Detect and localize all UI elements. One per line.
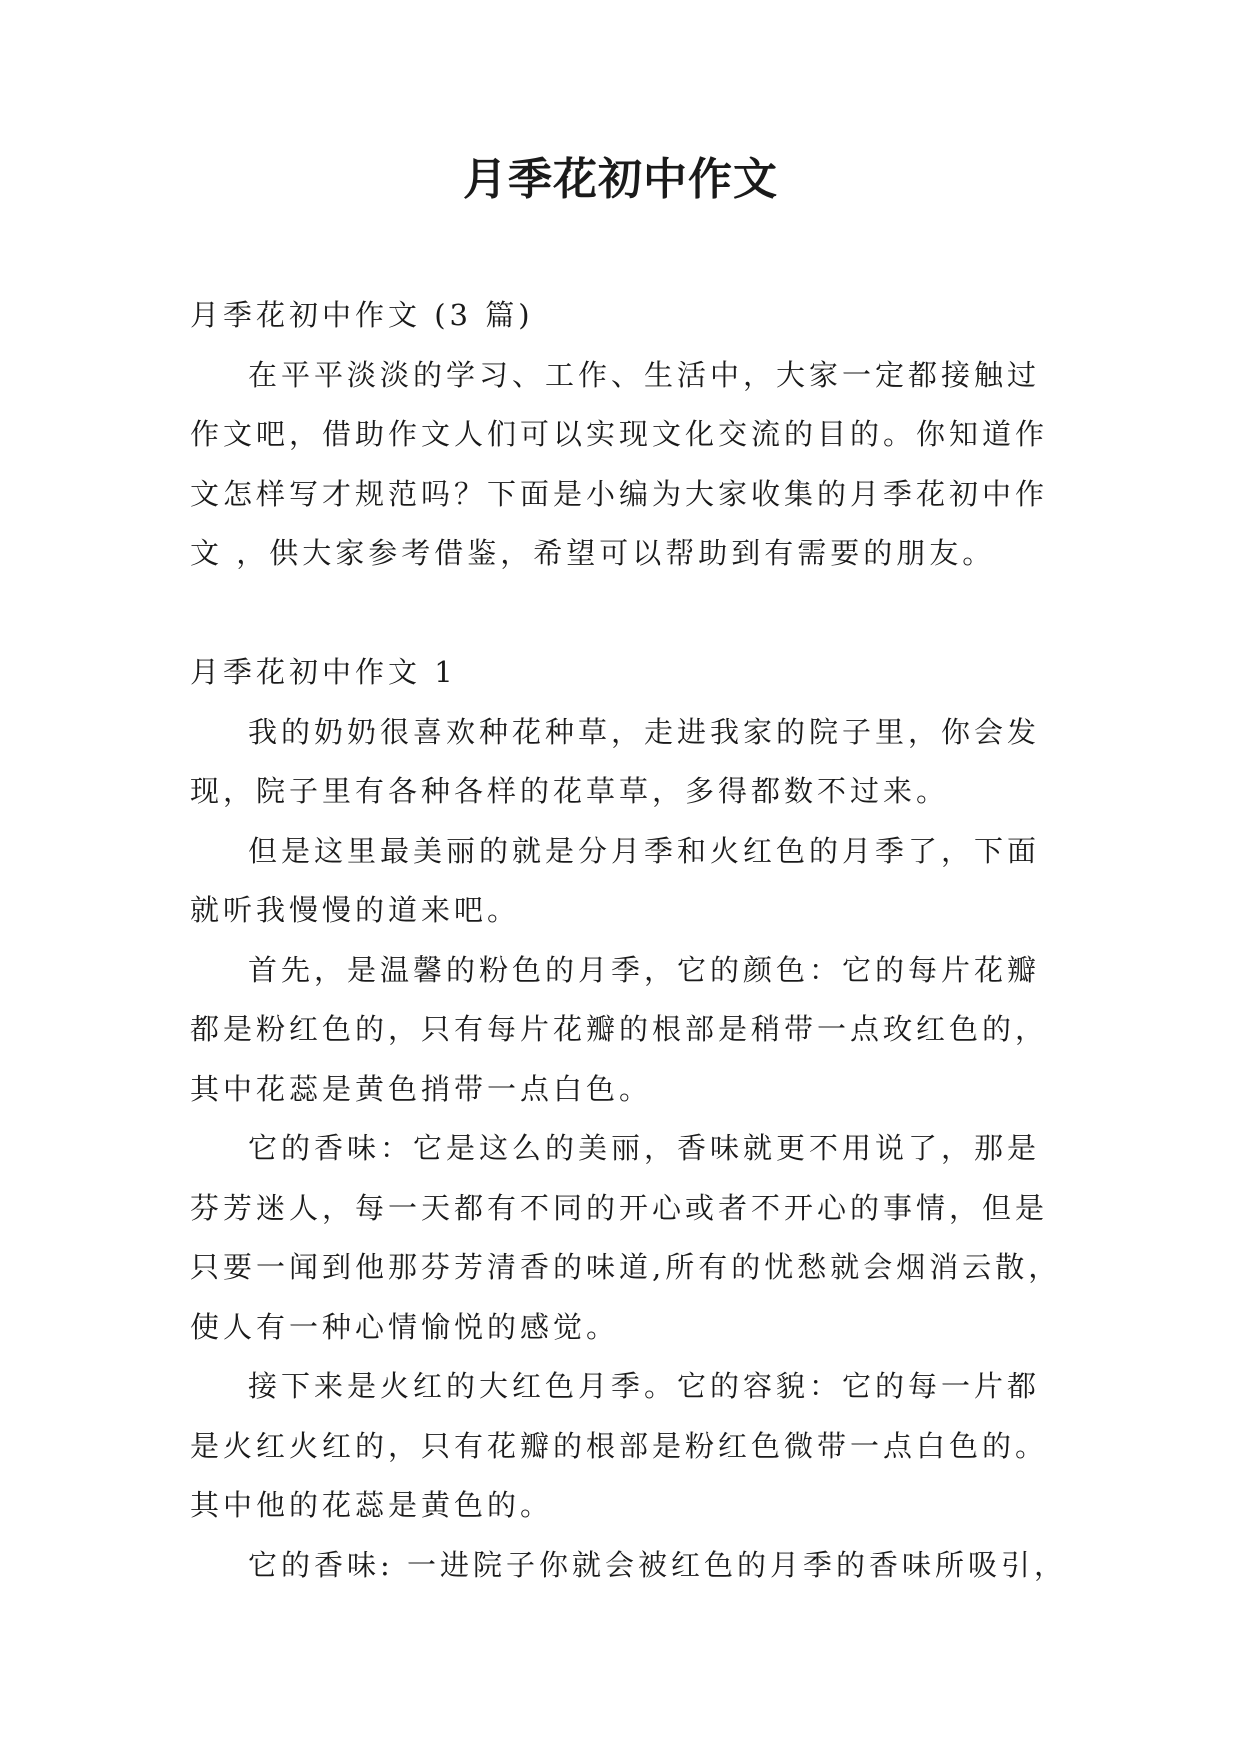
section1-paragraph-2: 但是这里最美丽的就是分月季和火红色的月季了，下面就听我慢慢的道来吧。	[190, 833, 1041, 927]
intro-heading: 月季花初中作文 (3 篇)	[190, 298, 534, 332]
section1-paragraph-4: 它的香味：它是这么的美丽，香味就更不用说了，那是芬芳迷人，每一天都有不同的开心或者不开心的事情，但是只要一闻到他那芬芳清香的味道,所有的忧愁就会烟消云散，使人有一种心情愉悦的感觉。	[190, 1131, 1062, 1344]
section1-heading: 月季花初中作文 1	[190, 655, 457, 689]
section1-paragraph-5: 接下来是火红的大红色月季。它的容貌：它的每一片都是火红火红的，只有花瓣的根部是粉红色微带一点白色的。其中他的花蕊是黄色的。	[190, 1369, 1049, 1522]
section1-paragraph-3: 首先，是温馨的粉色的月季，它的颜色：它的每片花瓣都是粉红色的，只有每片花瓣的根部是稍带一点玫红色的，其中花蕊是黄色捎带一点白色。	[190, 952, 1049, 1106]
intro-paragraph: 在平平淡淡的学习、工作、生活中，大家一定都接触过作文吧，借助作文人们可以实现文化交流的目的。你知道作文怎样写才规范吗？下面是小编为大家收集的月季花初中作文 ，供大家参考借鉴，希望可以帮助到有需要的朋友。	[190, 357, 1049, 570]
document-body	[190, 286, 1070, 1595]
section1-paragraph-1: 我的奶奶很喜欢种花种草，走进我家的院子里，你会发现，院子里有各种各样的花草草，多得都数不过来。	[190, 714, 1041, 808]
section1-paragraph-6: 它的香味: 一进院子你就会被红色的月季的香味所吸引，	[248, 1547, 1067, 1582]
document-title: 月季花初中作文	[463, 154, 778, 205]
section-spacer	[190, 584, 1070, 644]
